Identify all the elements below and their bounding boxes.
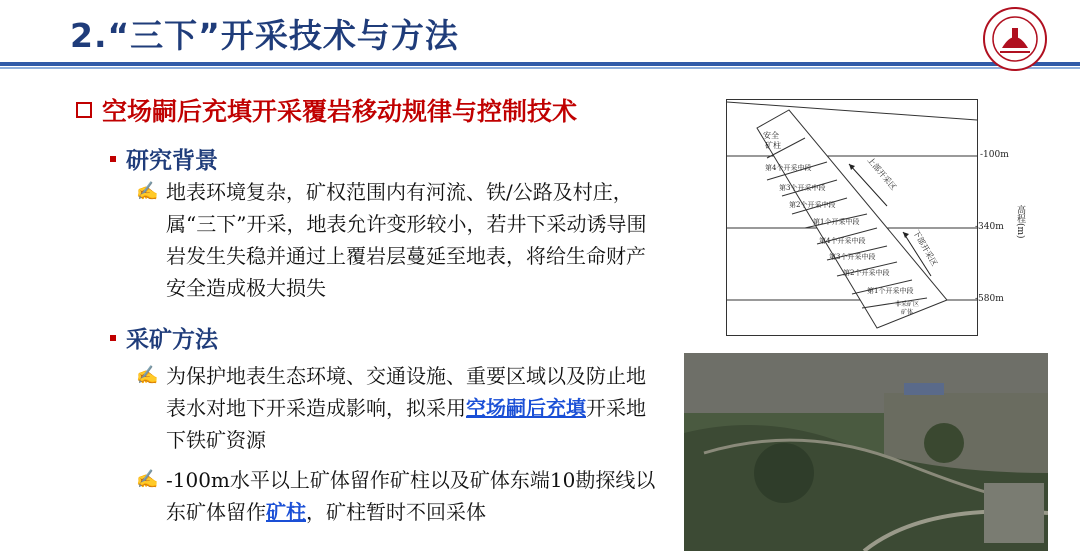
paragraph-text — [166, 360, 656, 456]
depth-axis-label: 高程(m) — [1015, 205, 1025, 239]
bullet-icon — [110, 156, 116, 162]
segment-label: 第4个开采中段 — [765, 164, 812, 172]
main-heading-text: 空场嗣后充填开采覆岩移动规律与控制技术 — [102, 97, 578, 126]
segment-label: 第1个开采中段 — [813, 218, 860, 226]
paragraph-text — [166, 464, 656, 528]
lower-zone-label: 下部开采区 — [911, 228, 940, 268]
safety-pillar-label: 矿柱 — [765, 141, 781, 150]
highlight-link[interactable]: 空场嗣后充填 — [466, 396, 586, 420]
level-label: -340m — [975, 222, 1004, 232]
paragraph-text: 地表环境复杂，矿权范围内有河流、铁/公路及村庄，属“三下”开采，地表允许变形较小，若井下采动诱导围岩发生失稳并通过上覆岩层蔓延至地表，将给生命财产安全造成极大损失 — [166, 180, 647, 300]
pen-bullet-icon: ✍ — [136, 469, 159, 490]
header-divider-light — [0, 67, 1080, 69]
segment-label: 第1个开采中段 — [867, 287, 914, 295]
method-paragraph-2 — [136, 464, 656, 528]
section-research-background — [110, 142, 218, 175]
text-part: 为保护地表生态环境、交通设施、重要区域以及防止地表水对地下开采造成影响，拟采用 — [166, 364, 646, 420]
square-bullet-icon — [76, 102, 92, 118]
section-mining-method — [110, 321, 218, 354]
text-part: 开采地下铁矿资源 — [166, 396, 646, 452]
diagram-svg — [727, 100, 977, 335]
safety-pillar-label: 安全 — [763, 131, 779, 140]
pen-bullet-icon: ✍ — [136, 181, 159, 202]
segment-label: 第4个开采中段 — [819, 237, 866, 245]
section-title: 采矿方法 — [126, 327, 218, 353]
segment-label: 第2个开采中段 — [789, 201, 836, 209]
main-heading — [76, 92, 577, 128]
method-paragraph-1 — [136, 360, 656, 456]
pen-bullet-icon: ✍ — [136, 365, 159, 386]
non-mining-label: 非采矿区 — [895, 301, 920, 308]
bullet-icon — [110, 335, 116, 341]
text-part: -100m水平以上矿体留作矿柱以及矿体东端10勘探线以东矿体留作 — [166, 468, 656, 524]
university-logo — [982, 6, 1048, 72]
level-label: -100m — [980, 150, 1009, 160]
upper-zone-label: 上部开采区 — [865, 155, 899, 192]
segment-label: 第3个开采中段 — [779, 184, 826, 192]
section-title: 研究背景 — [126, 148, 218, 174]
level-label: -580m — [975, 294, 1004, 304]
page-title: 2.“三下”开采技术与方法 — [70, 16, 459, 55]
segment-label: 第3个开采中段 — [829, 253, 876, 261]
highlight-link[interactable]: 矿柱 — [266, 500, 306, 524]
header-divider — [0, 62, 1080, 66]
mining-section-diagram — [726, 99, 978, 336]
text-part: ，矿柱暂时不回采体 — [306, 500, 486, 524]
satellite-image — [684, 353, 1048, 551]
segment-label: 第2个开采中段 — [843, 269, 890, 277]
background-paragraph — [136, 176, 656, 304]
non-mining-label: 矿体 — [901, 309, 914, 316]
